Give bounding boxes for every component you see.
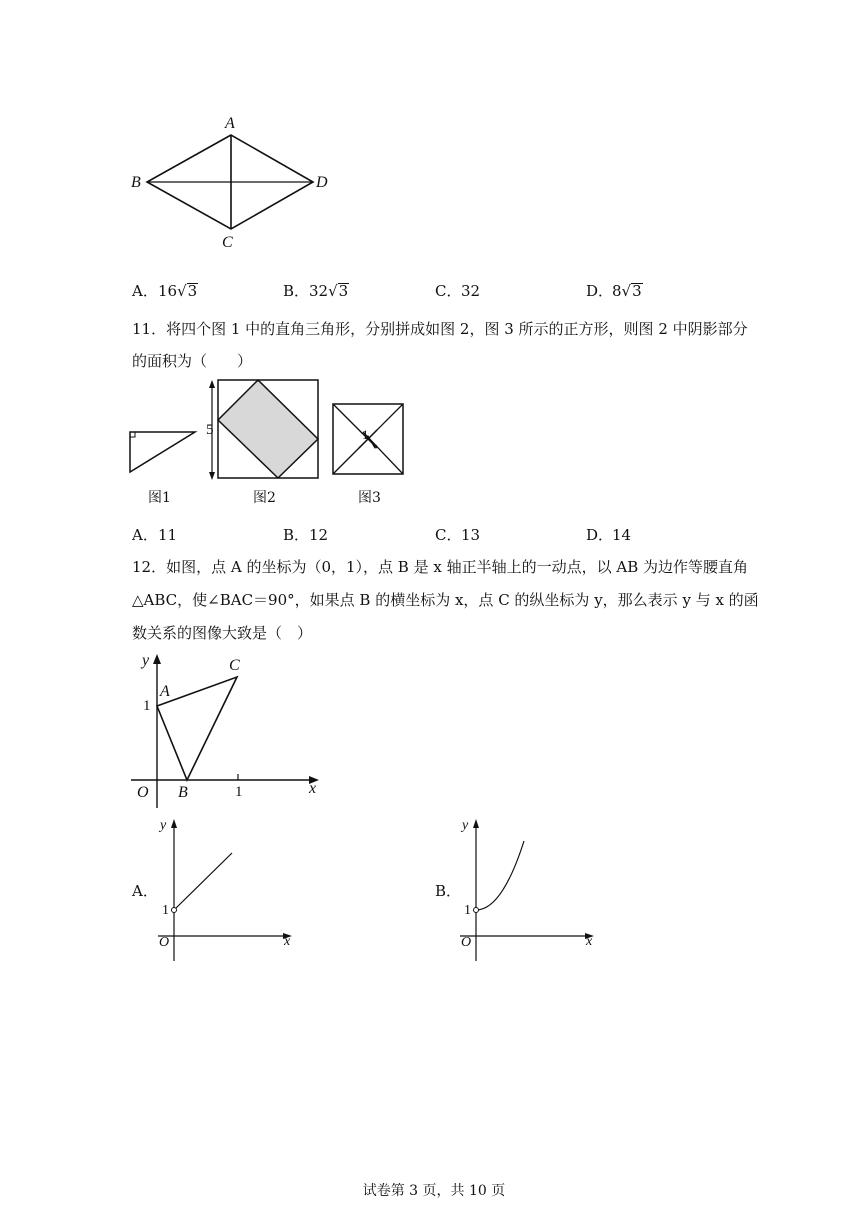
q11-option-a[interactable] — [132, 524, 177, 545]
option-radicand: 3 — [187, 282, 198, 300]
q10-option-d[interactable]: D．8√3 — [586, 282, 642, 300]
option-a-graph[interactable] — [150, 815, 300, 965]
fig-x-label: x — [309, 780, 317, 797]
vertex-b-label: B — [131, 174, 141, 191]
curve-graph — [476, 841, 524, 910]
fig3-seg4 — [333, 430, 377, 474]
q12-triangle-figure — [125, 650, 325, 810]
q10-option-a[interactable]: A．16√3 — [132, 282, 198, 300]
option-a-one-label: 1 — [162, 903, 169, 918]
option-b-x-label: x — [586, 934, 593, 949]
q10-option-b[interactable]: B．32√3 — [283, 282, 349, 300]
option-letter: A． — [132, 526, 158, 544]
q11-stem-line2: 的面积为（ ） — [132, 352, 253, 370]
fig3-seg1 — [333, 404, 377, 448]
fig3-mark-arrowhead-b — [372, 444, 377, 449]
vertex-c-label: C — [222, 234, 233, 251]
q12-stem-line3: 数关系的图像大致是（ ） — [132, 624, 313, 642]
fig-b-label: B — [178, 784, 188, 801]
option-a-x-label: x — [284, 934, 291, 949]
fig2-shaded-square — [218, 380, 318, 478]
rhombus-figure — [125, 110, 345, 255]
option-coef: 32 — [309, 282, 329, 300]
option-b-graph[interactable] — [452, 815, 602, 965]
option-letter: B． — [283, 526, 310, 544]
option-a-o-label: O — [159, 935, 170, 950]
fig3-mark-label: 1 — [362, 427, 369, 442]
fig-one-x-label: 1 — [235, 784, 243, 800]
option-value: 13 — [461, 526, 481, 544]
q11-figures — [125, 372, 415, 484]
option-value: 12 — [309, 526, 329, 544]
option-value: 32 — [461, 282, 481, 300]
option-b-one-label: 1 — [464, 903, 471, 918]
open-endpoint — [474, 908, 479, 913]
q11-option-d[interactable] — [586, 524, 631, 545]
q11-stem-line1: 11．将四个图 1 中的直角三角形，分别拼成如图 2，图 3 所示的正方形，则图 2 中阴影部分 — [132, 320, 748, 338]
fig1-caption: 图1 — [148, 490, 171, 506]
option-b-y-label: y — [462, 818, 469, 833]
fig1-triangle — [130, 432, 195, 472]
fig-y-label: y — [142, 652, 150, 669]
option-b-o-label: O — [461, 935, 472, 950]
option-radicand: 3 — [338, 282, 349, 300]
vertex-a-label: A — [225, 115, 235, 132]
y-axis-arrow — [153, 654, 161, 664]
q11-option-c[interactable] — [435, 524, 480, 545]
open-endpoint — [172, 908, 177, 913]
fig-c-label: C — [229, 657, 240, 674]
fig2-arrow-top — [209, 380, 215, 388]
option-a-y-label: y — [160, 818, 167, 833]
option-letter: C． — [435, 526, 462, 544]
option-value: 11 — [158, 526, 178, 544]
option-radicand: 3 — [632, 282, 642, 300]
option-letter: D． — [586, 526, 614, 544]
q11-option-b[interactable] — [283, 524, 328, 545]
option-letter: D． — [586, 282, 614, 300]
vertex-d-label: D — [316, 174, 328, 191]
fig2-side-label: 5 — [206, 422, 214, 438]
option-coef: 16 — [158, 282, 178, 300]
fig3-caption: 图3 — [358, 490, 381, 506]
fig-one-y-label: 1 — [143, 698, 151, 714]
q12-stem-line1: 12．如图，点 A 的坐标为（0，1），点 B 是 x 轴正半轴上的一动点，以 AB 为边作等腰直角 — [132, 558, 748, 576]
option-letter: B． — [435, 882, 462, 900]
option-letter: A． — [132, 882, 158, 900]
y-axis-arrow — [171, 819, 177, 828]
option-letter: A． — [132, 282, 158, 300]
linear-graph — [174, 853, 232, 910]
q10-option-c[interactable] — [435, 280, 480, 301]
option-letter: C． — [435, 282, 462, 300]
page-footer: 试卷第 3 页，共 10 页 — [362, 1183, 506, 1199]
q12-stem-line2: △ABC，使∠BAC＝90°，如果点 B 的横坐标为 x，点 C 的纵坐标为 y，那么表示 y 与 x 的函 — [132, 591, 759, 609]
fig2-arrow-bottom — [209, 472, 215, 480]
fig-a-label: A — [160, 683, 170, 700]
option-value: 14 — [612, 526, 632, 544]
fig2-caption: 图2 — [253, 490, 276, 506]
fig-o-label: O — [137, 784, 149, 801]
option-coef: 8 — [612, 282, 622, 300]
option-letter: B． — [283, 282, 310, 300]
y-axis-arrow — [473, 819, 479, 828]
